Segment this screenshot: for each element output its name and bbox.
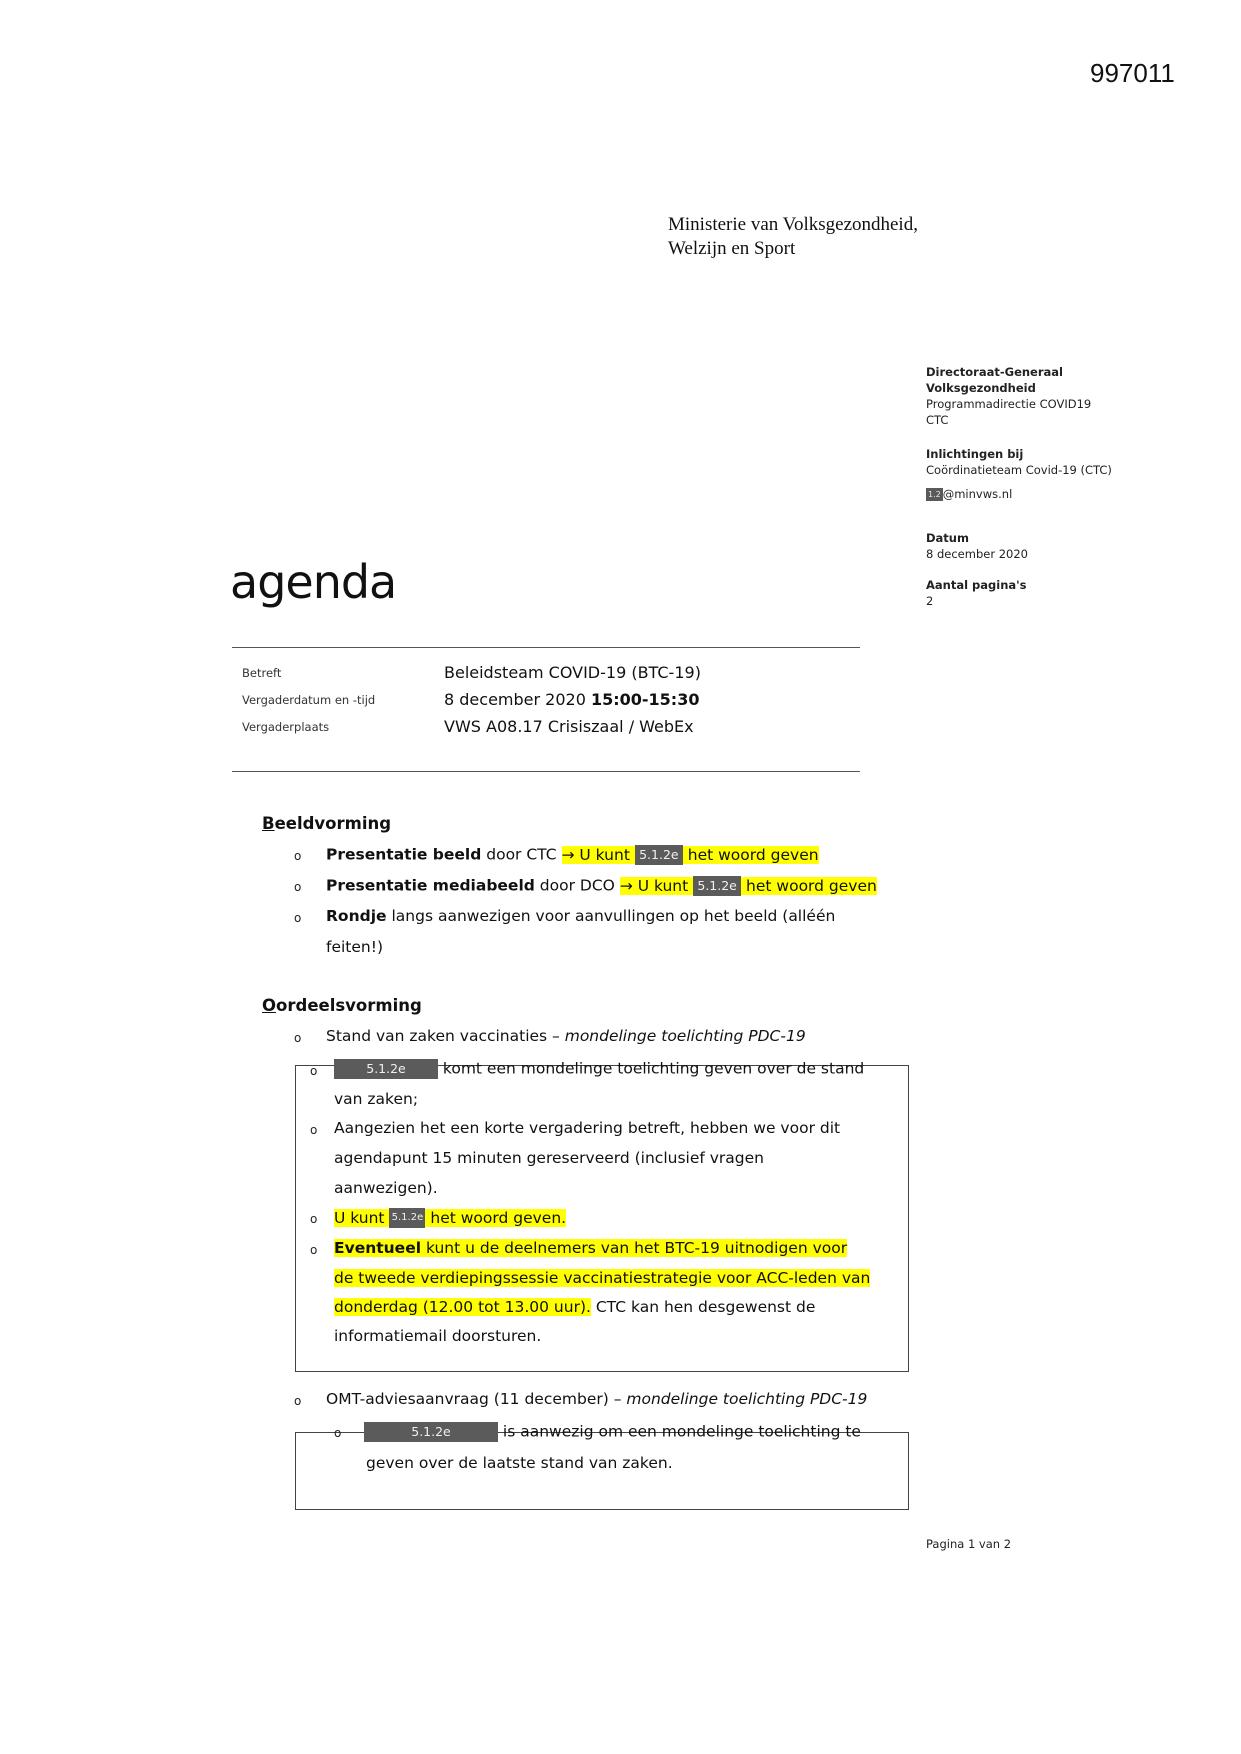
- highlight-text: het woord geven: [741, 876, 877, 895]
- divider-top: [232, 647, 860, 648]
- sidebar-info-heading: Inlichtingen bij: [926, 447, 1024, 461]
- highlight-text: het woord geven.: [425, 1208, 567, 1227]
- box-item-continuation: aanwezigen).: [334, 1179, 438, 1197]
- box-item: [334, 1208, 566, 1228]
- meta-label-datetime: Vergaderdatum en -tijd: [242, 693, 376, 707]
- redaction-block: 5.1.2e: [389, 1208, 425, 1228]
- item-text: is aanwezig om een mondelinge toelichting te: [498, 1422, 861, 1441]
- sidebar-contact: [926, 446, 1112, 478]
- meta-value-subject: Beleidsteam COVID-19 (BTC-19): [444, 663, 701, 682]
- bullet-marker: o: [294, 849, 302, 863]
- redaction-block: 5.1.2e: [334, 1059, 438, 1079]
- bullet-marker: o: [294, 1031, 302, 1045]
- bullet-marker: o: [310, 1123, 318, 1137]
- item-text: door CTC: [481, 845, 562, 864]
- bullet-marker: o: [294, 880, 302, 894]
- sidebar-dg-line-3: Programmadirectie COVID19: [926, 397, 1092, 411]
- section-heading-beeldvorming: [262, 814, 391, 833]
- sidebar-dg-line-4: CTC: [926, 413, 949, 427]
- box-item-continuation: geven over de laatste stand van zaken.: [366, 1454, 673, 1472]
- box-item: [334, 1059, 864, 1079]
- bullet-marker: o: [310, 1064, 318, 1078]
- ministry-line-2: Welzijn en Sport: [668, 238, 796, 259]
- sidebar-dg-line-2: Volksgezondheid: [926, 381, 1036, 395]
- sidebar-date-heading: Datum: [926, 531, 969, 545]
- list-item: [326, 1027, 806, 1045]
- list-item: [326, 907, 835, 925]
- sidebar-info-line: Coördinatieteam Covid-19 (CTC): [926, 463, 1112, 477]
- item-text: komt een mondelinge toelichting geven over de stand: [438, 1059, 865, 1078]
- item-bold: Presentatie mediabeeld: [326, 876, 535, 895]
- sidebar-pages: [926, 577, 1027, 609]
- redaction-block: 5.1.2e: [693, 876, 741, 896]
- meta-value-datetime: [444, 690, 699, 709]
- box-item-continuation: van zaken;: [334, 1090, 419, 1108]
- highlight-text: → U kunt: [619, 876, 694, 895]
- item-text: langs aanwezigen voor aanvullingen op het beeld (alléén: [386, 907, 836, 925]
- bullet-marker: o: [310, 1243, 318, 1257]
- box-item-continuation: [334, 1269, 870, 1287]
- list-item: [326, 845, 819, 865]
- document-number: 997011: [1090, 58, 1175, 88]
- meta-time: 15:00-15:30: [590, 690, 700, 709]
- page-number-footer: Pagina 1 van 2: [926, 1537, 1012, 1551]
- sidebar-date-value: 8 december 2020: [926, 547, 1028, 561]
- highlight-text: donderdag (12.00 tot 13.00 uur).: [334, 1298, 591, 1316]
- item-text: Stand van zaken vaccinaties –: [326, 1027, 565, 1045]
- section-heading-oordeelsvorming: [262, 996, 422, 1015]
- heading-initial: B: [262, 814, 275, 833]
- item-bold: Eventueel: [334, 1239, 422, 1257]
- item-bold: Rondje: [326, 907, 387, 925]
- meta-date: 8 december 2020: [444, 690, 586, 709]
- highlight-text: → U kunt: [561, 845, 635, 864]
- heading-rest: eeldvorming: [274, 814, 392, 833]
- bullet-marker: o: [294, 1394, 302, 1408]
- item-text: door DCO: [534, 876, 620, 895]
- meta-label-location: Vergaderplaats: [242, 720, 330, 734]
- item-bold: Presentatie beeld: [326, 845, 482, 864]
- ministry-line-1: Ministerie van Volksgezondheid,: [668, 214, 918, 235]
- page-title: agenda: [230, 555, 397, 609]
- box-item-continuation: informatiemail doorsturen.: [334, 1327, 542, 1345]
- list-item-continuation: feiten!): [326, 938, 383, 956]
- highlight-text: het woord geven: [682, 845, 819, 864]
- box-item: [334, 1239, 847, 1257]
- highlight-text: de tweede verdiepingssessie vaccinatiestrategie voor ACC-leden van: [334, 1269, 871, 1287]
- list-item: [326, 876, 877, 896]
- meta-value-location: VWS A08.17 Crisiszaal / WebEx: [444, 717, 694, 736]
- meta-label-subject: Betreft: [242, 666, 282, 680]
- redaction-block: 5.1.2e: [635, 845, 683, 865]
- sidebar-date: [926, 530, 1028, 562]
- divider-bottom: [232, 771, 860, 772]
- item-italic: mondelinge toelichting PDC-19: [626, 1390, 868, 1408]
- sidebar-dg-line-1: Directoraat-Generaal: [926, 365, 1063, 379]
- bullet-marker: o: [294, 911, 302, 925]
- item-text: OMT-adviesaanvraag (11 december) –: [326, 1390, 627, 1408]
- highlight-text: U kunt: [334, 1208, 390, 1227]
- box-item: Aangezien het een korte vergadering betreft, hebben we voor dit: [334, 1119, 841, 1137]
- sidebar-pages-value: 2: [926, 594, 934, 608]
- box-item: [364, 1422, 861, 1442]
- sidebar-directorate: [926, 364, 1091, 428]
- item-italic: mondelinge toelichting PDC-19: [564, 1027, 806, 1045]
- list-item: [326, 1390, 867, 1408]
- sidebar-email: [926, 486, 1012, 502]
- item-text: CTC kan hen desgewenst de: [590, 1298, 816, 1316]
- highlight-text: kunt u de deelnemers van het BTC-19 uitnodigen voor: [421, 1239, 848, 1257]
- redaction-block: 5.1.2e: [364, 1422, 498, 1442]
- heading-initial: O: [262, 996, 277, 1015]
- ministry-logo-text: [668, 213, 918, 261]
- bullet-marker: o: [310, 1212, 318, 1226]
- heading-rest: ordeelsvorming: [276, 996, 422, 1015]
- sidebar-pages-heading: Aantal pagina's: [926, 578, 1027, 592]
- box-item-continuation: [334, 1298, 815, 1316]
- email-suffix: @minvws.nl: [942, 487, 1013, 501]
- box-item-continuation: agendapunt 15 minuten gereserveerd (inclusief vragen: [334, 1149, 765, 1167]
- bullet-marker: o: [334, 1426, 342, 1440]
- email-redaction: 1.2: [928, 490, 941, 499]
